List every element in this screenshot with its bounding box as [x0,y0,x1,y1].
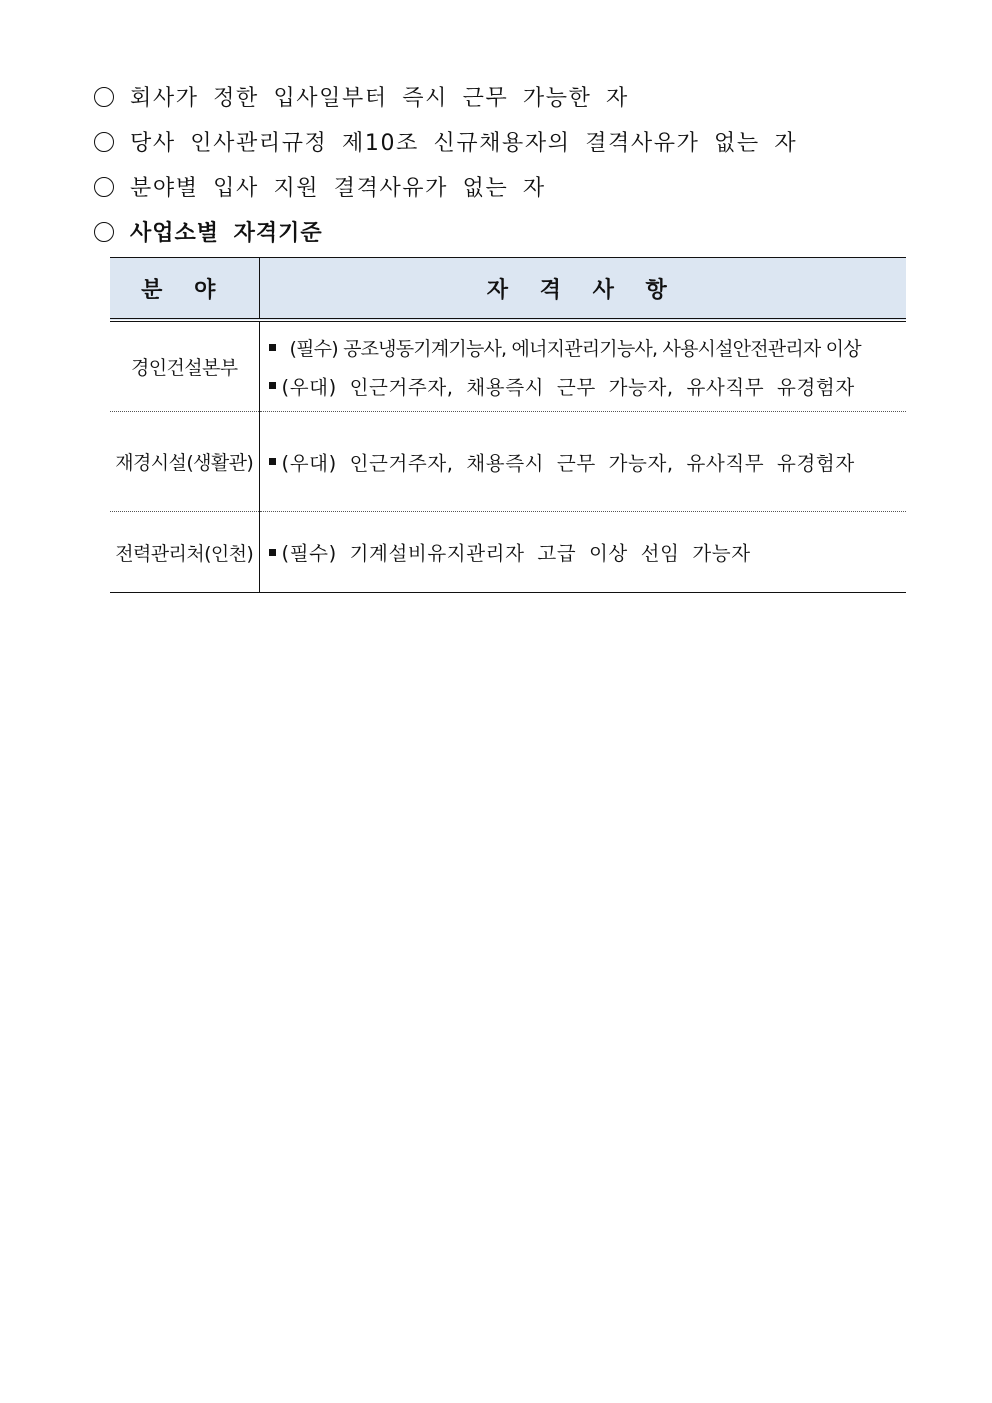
qualification-item [92,164,912,209]
qualification-text: 당사 인사관리규정 제10조 신규채용자의 결격사유가 없는 자 [130,131,798,156]
field-cell: 경인건설본부 [110,320,259,412]
circle-bullet-icon [94,87,114,107]
field-cell: 전력관리처(인천) [110,512,259,593]
qualification-text: 분야별 입사 지원 결격사유가 없는 자 [130,176,546,201]
requirement-text: (우대) 인근거주자, 채용즉시 근무 가능자, 유사직무 유경험자 [281,451,855,475]
square-bullet-icon [269,458,276,465]
requirement-item [260,533,907,571]
qualification-text: 회사가 정한 입사일부터 즉시 근무 가능한 자 [130,86,629,111]
table-row [110,512,906,593]
requirement-text: (필수) 기계설비유지관리자 고급 이상 선임 가능자 [281,542,751,565]
table-header-row [110,258,906,321]
qualification-item-heading [92,209,912,254]
field-cell: 재경시설(생활관) [110,412,259,512]
circle-bullet-icon [94,177,114,197]
requirement-item [260,367,907,405]
requirement-item [260,443,907,481]
requirements-cell [259,512,906,593]
table-row [110,412,906,512]
requirement-text: (필수) 공조냉동기계기능사, 에너지관리기능사, 사용시설안전관리자 이상 [289,338,861,360]
square-bullet-icon [269,382,276,389]
qualification-list [92,74,912,254]
circle-bullet-icon [94,222,114,242]
requirements-cell [259,320,906,412]
square-bullet-icon [269,549,276,556]
requirements-cell [259,412,906,512]
circle-bullet-icon [94,132,114,152]
criteria-table [110,257,906,593]
column-header-field: 분 야 [110,258,259,321]
requirement-text: (우대) 인근거주자, 채용즉시 근무 가능자, 유사직무 유경험자 [281,375,855,399]
qualification-item [92,74,912,119]
section-heading: 사업소별 자격기준 [130,221,323,246]
column-header-requirements: 자 격 사 항 [259,258,906,321]
table-row [110,320,906,412]
square-bullet-icon [269,344,276,351]
requirement-item [260,329,907,367]
qualification-item [92,119,912,164]
